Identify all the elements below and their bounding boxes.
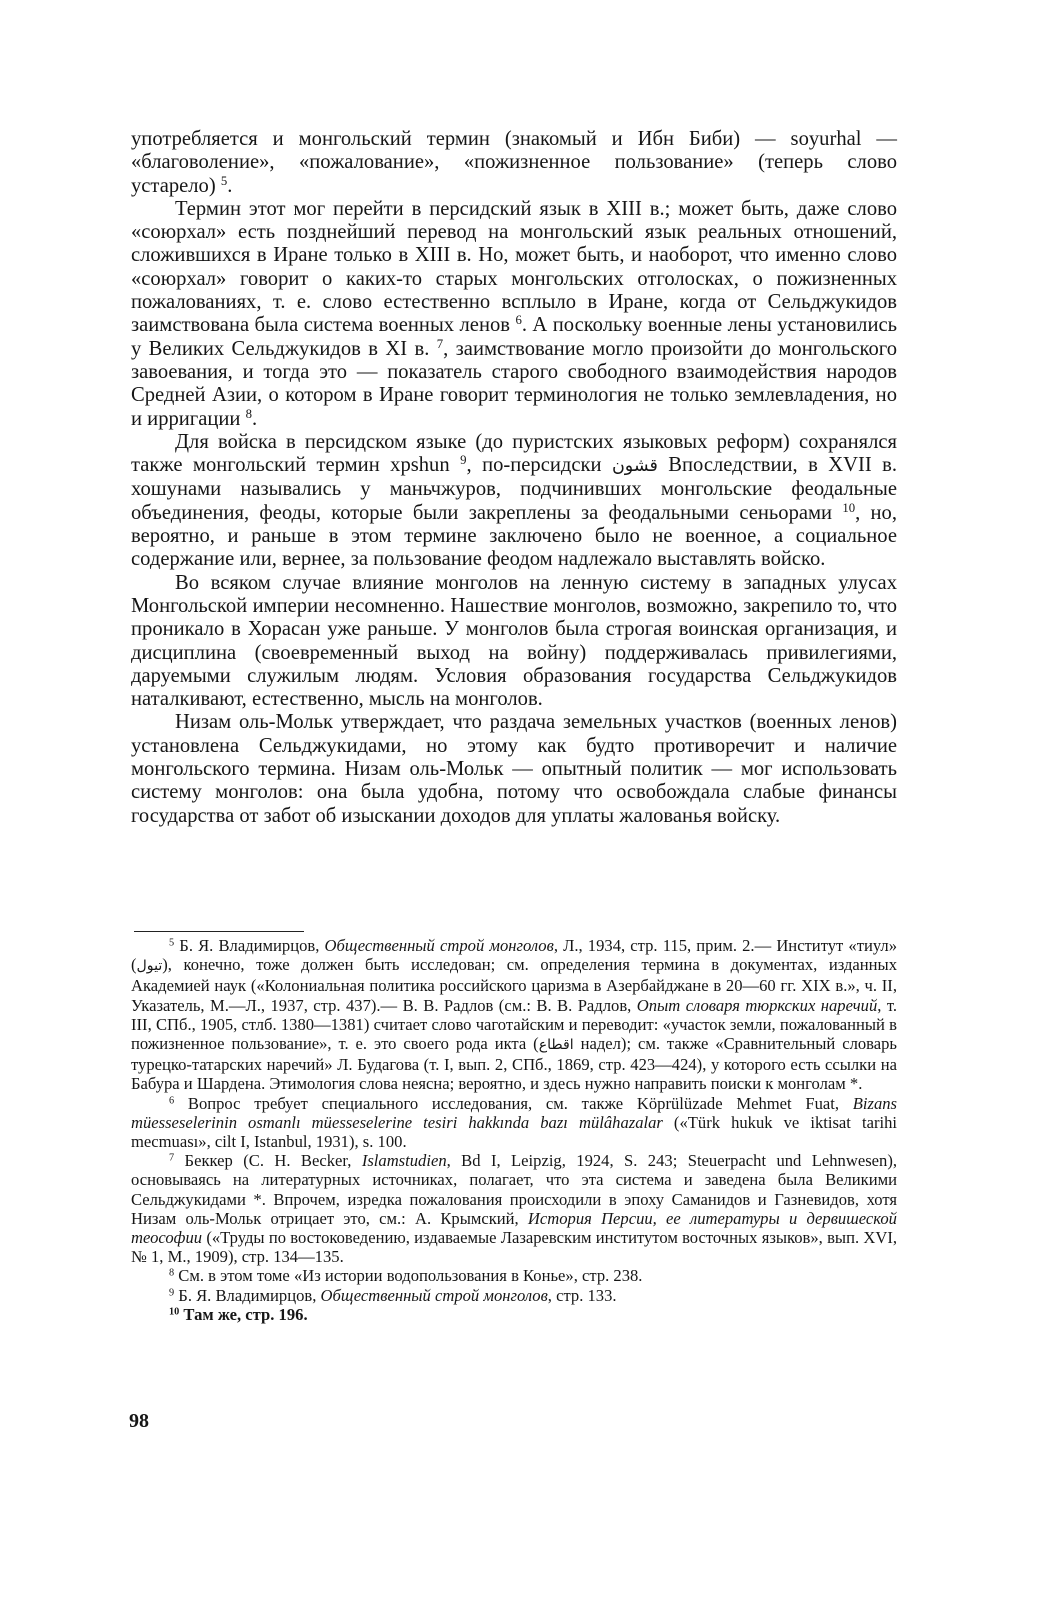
footnote-divider [134,931,304,932]
paragraph-4: Во всяком случае влияние монголов на ленную систему в западных улусах Монгольской империи несомненно. Нашествие монголов, возможно, закрепило то, что проникало в Хорасан уже раньше. У монголов была строгая воинская организация, и дисциплина (своевременный выход на войну) поддерживалась привилегиями, даруемыми служилым людям. Условия образования государства Сельджукидов наталкивают, естественно, мысль на монголов. [131,571,897,711]
footnote-6-number: 6 [169,1094,175,1106]
footnote-6-text-a: Вопрос требует специального исследования, см. также Köprülüzade Mehmet Fuat, [174,1093,853,1113]
arabic-word-iqta: اقطاع [538,1037,574,1054]
paragraph-5: Низам оль-Мольк утверждает, что раздача земельных участков (военных ленов) установлена Сельджукидами, но этому как будто противоречит и наличие монгольского термина. Низам оль-Мольк — опытный политик — мог использовать систему монголов: она была удобна, потому что освобождала слабые финансы государства от забот об изыскании доходов для уплаты жалованья войску. [131,711,897,827]
footnotes [131,936,897,1324]
footnote-8 [131,1266,897,1285]
footnote-7-title-1: Islamstudien [361,1151,447,1171]
footnote-7 [131,1151,897,1266]
paragraph-2 [131,198,897,431]
footnote-9-text-a: Б. Я. Владимирцов, [174,1285,321,1305]
paragraph-3-text-b: , по-персидски [466,454,602,477]
footnote-10 [131,1305,897,1324]
footnote-10-number: 10 [169,1306,180,1318]
footnote-ref-5: 5 [220,173,228,188]
paragraph-3 [131,431,897,572]
main-text [131,128,897,828]
page-number: 98 [129,1410,149,1432]
paragraph-3-text-d: , но, вероятно, и раньше в этом термине заключено было не военное, а социальное содержание или, вернее, за пользование феодом надлежало выставлять войско. [131,501,897,571]
footnote-8-number: 8 [169,1267,175,1279]
footnote-9-title: Общественный строй монголов [320,1285,548,1305]
paragraph-2-text-c: , заимствование могло произойти до монгольского завоевания, и тогда это — показатель старого свободного взаимодействия народов Средней Азии, о котором в Иране говорит терминология не только землевладения, но и ирригации [131,337,897,430]
footnote-ref-9: 9 [460,453,467,468]
footnote-9-number: 9 [169,1287,175,1298]
paragraph-1 [131,128,897,198]
footnote-ref-7: 7 [436,336,444,351]
footnote-5-text-b: , Л., 1934, стр. 115, прим. 2.— Институт «тиул» ( [131,936,897,975]
footnote-7-text-b: , Bd I, Leipzig, 1924, S. 243; Steuerpacht und Lehnwesen), основываясь на литературных источниках, полагает, что эта система и заведена была Великими Сельджукидами *. Впрочем, изредка пожалования происходили в эпоху Саманидов и Газневидов, хотя Низам оль-Мольк отрицает это, см.: А. Крымский, [131,1151,897,1228]
footnote-10-text: Там же, стр. 196. [179,1304,308,1324]
footnote-8-text: См. в этом томе «Из истории водопользования в Конье», стр. 238. [174,1266,643,1286]
footnote-5-text-c: ), конечно, тоже должен быть исследован; см. определения термина в документах, изданных Академией наук («Колониальная политика российского царизма в Азербайджане в 20—60 гг. XIX в.», ч. II, Указатель, М.—Л., 1937, стр. 437).— В. В. Радлов (см.: В. В. Радлов, [131,955,897,1015]
paragraph-2-text-b: . А поскольку военные лены установились у Великих Сельджукидов в XI в. [131,314,898,360]
footnote-5-text-e: надел); см. также «Сравнительный словарь турецко-татарских наречий» Л. Будагова (т. I, вып. 2, СПб., 1869, стр. 423—424), у которого есть ссылки на Бабура и Шардена. Этимология слова неясна; вероятно, и здесь нужно направить поиски к монголам *. [131,1034,897,1094]
arabic-word-tiyul: تیول [136,958,163,975]
footnote-9-text-b: , стр. 133. [547,1285,617,1305]
footnote-5 [131,936,897,1094]
footnote-5-text-a: Б. Я. Владимирцов, [174,936,325,955]
footnote-6 [131,1094,897,1152]
footnote-9 [131,1286,897,1305]
footnote-ref-6: 6 [515,313,522,328]
paragraph-3-text-c: Впоследствии, в XVII в. хошунами назывались у маньчжуров, подчинивших монгольские феодальные объединения, феоды, которые были закреплены за феодальными сеньорами [131,454,897,524]
arabic-word-qoshun: قشون [611,456,658,477]
footnote-5-title-1: Общественный строй монголов [324,936,554,955]
footnote-5-number: 5 [169,937,175,949]
paragraph-1-text: употребляется и монгольский термин (знакомый и Ибн Биби) — soyurhal — «благоволение», «пожалование», «пожизненное пользование» (теперь слово устарело) [131,128,897,197]
footnote-6-title: Bizans müesseselerinin osmanlı müesseselerine tesiri hakkında bazı mülâhazalar [131,1093,897,1132]
footnote-ref-8: 8 [245,406,253,421]
footnote-7-text-a: Беккер (C. H. Becker, [174,1151,362,1171]
footnote-7-text-c: («Труды по востоковедению, издаваемые Лазаревским институтом восточных языков», вып. XVI, № 1, М., 1909), стр. 134—135. [131,1228,897,1267]
footnote-5-title-2: Опыт словаря тюркских наречий [636,995,878,1015]
paragraph-2-end: . [252,407,258,430]
footnote-ref-10: 10 [842,500,856,515]
footnote-5-text-d: , т. III, СПб., 1905, стлб. 1380—1381) считает слово чаготайским и переводит: «участок земли, пожалованный в пожизненное пользование», т. е. это своего рода икта ( [131,995,897,1054]
footnote-7-title-2: История Персии, ее литературы и дервишеской теософии [131,1208,897,1248]
paragraph-1-end: . [227,174,233,197]
footnote-7-number: 7 [169,1152,175,1164]
paragraph-3-text-a: Для войска в персидском языке (до пуристских языковых реформ) сохранялся также монгольский термин xpshun [131,430,897,477]
paragraph-2-text-a: Термин этот мог перейти в персидский язык в XIII в.; может быть, даже слово «союрхал» есть позднейший перевод на монгольский язык реальных отношений, сложившихся в Иране только в XIII в. Но, может быть, и наоборот, что именно слово «союрхал» говорит о каких-то старых монгольских отголосках, о пожизненных пожалованиях, т. е. слово естественно всплыло в Иране, когда от Сельджукидов заимствована была система военных ленов [131,197,897,337]
footnote-6-text-b: («Türk hukuk ve iktisat tarihi mecmuası», cilt I, Istanbul, 1931), s. 100. [131,1112,897,1152]
